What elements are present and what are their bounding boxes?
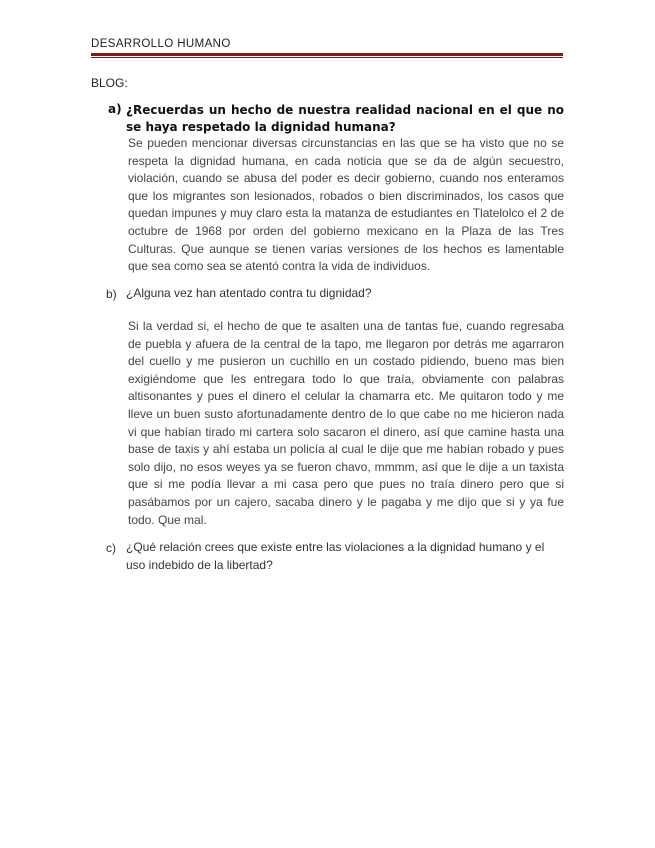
document-header-title: DESARROLLO HUMANO [91,38,231,50]
question-b-text: ¿Alguna vez han atentado contra tu dignidad? [126,286,372,300]
question-c-marker: c) [106,541,116,555]
question-a-marker: a) [108,102,122,116]
question-a-text: ¿Recuerdas un hecho de nuestra realidad nacional en el que no se haya respetado la dignidad humana? [126,103,564,134]
answer-b-text: Si la verdad si, el hecho de que te asalten una de tantas fue, cuando regresaba de puebla y afuera de la central de la tapo, me llegaron por detrás me agarraron del cuello y me pusieron un cuchillo en un costado pidiendo, bueno mas bien exigiéndome que les entregara todo lo que traía, obviamente con palabras altisonantes y pues el dinero el celular la chamarra etc. Me quitaron todo y me lleve un buen susto afortunadamente dentro de lo que cabe no me hicieron nada vi que habían tirado mi cartera solo sacaron el dinero, así que camine hasta una base de taxis y ahí estaba un policía al cual le dije que me habían robado y pues solo dijo, no esos weyes ya se fueron chavo, mmmm, así que le dije a un taxista que si me podía llevar a mi casa pero que pues no traía dinero pero que si pasábamos por un cajero, sacaba dinero y le pagaba y me dijo que si y ya fue todo. Que mal. [128,319,564,527]
blog-label: BLOG: [91,76,128,90]
question-b-marker: b) [106,287,117,301]
question-c-text: ¿Qué relación crees que existe entre las violaciones a la dignidad humano y el uso indebido de la libertad? [126,540,545,572]
header-rule-thin [91,57,563,58]
header-rule-thick [91,53,563,56]
answer-a-text: Se pueden mencionar diversas circunstancias en las que se ha visto que no se respeta la dignidad humana, en cada noticia que se da de algún secuestro, violación, cuando se abusa del poder es decir gobierno, cuando nos enteramos que los migrantes son lesionados, robados o bien discriminados, los casos que quedan impunes y muy claro esta la matanza de estudiantes en Tlatelolco el 2 de octubre de 1968 por orden del gobierno mexicano en la Plaza de las Tres Culturas. Que aunque se tienen varias versiones de los hechos es lamentable que sea como sea se atentó contra la vida de individuos. [128,136,564,274]
